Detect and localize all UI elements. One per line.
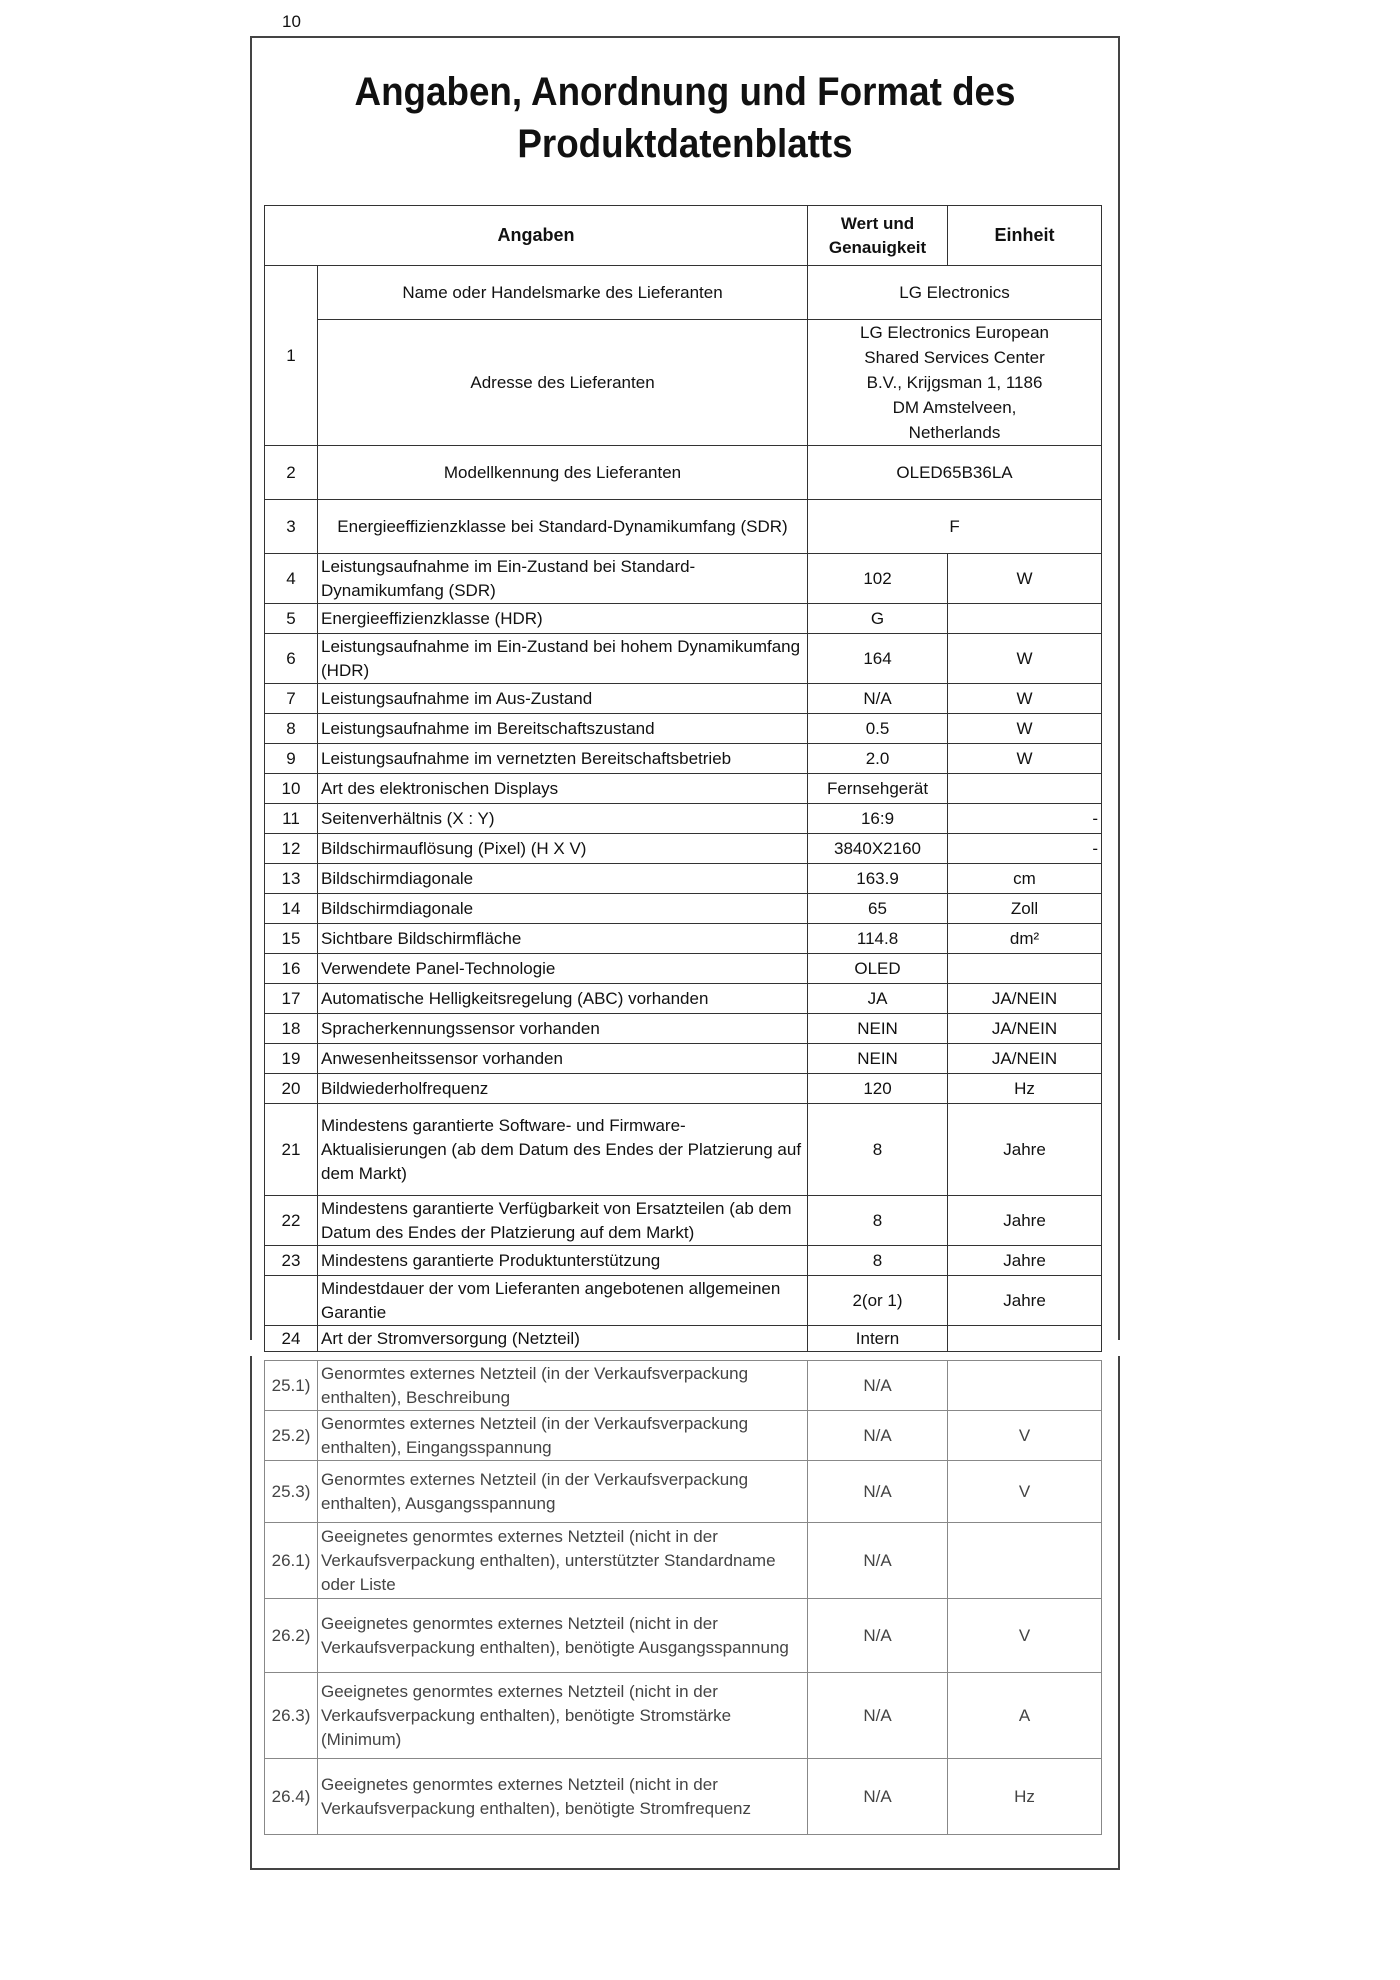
row-unit <box>948 1326 1102 1352</box>
table-row <box>265 1361 1102 1411</box>
row-label: Leistungsaufnahme im Ein-Zustand bei Standard-Dynamikumfang (SDR) <box>318 554 808 604</box>
row-unit: V <box>948 1411 1102 1461</box>
row-label: Energieeffizienzklasse (HDR) <box>318 604 808 634</box>
row-number <box>265 1276 318 1326</box>
row-value: 8 <box>808 1246 948 1276</box>
row-number: 17 <box>265 984 318 1014</box>
row-unit: W <box>948 744 1102 774</box>
row-label: Verwendete Panel-Technologie <box>318 954 808 984</box>
power-supply-table <box>264 1360 1102 1835</box>
row-number: 19 <box>265 1044 318 1074</box>
row-label: Genormtes externes Netzteil (in der Verkaufsverpackung enthalten), Ausgangsspannung <box>318 1461 808 1523</box>
row-unit: W <box>948 634 1102 684</box>
row-label: Geeignetes genormtes externes Netzteil (nicht in der Verkaufsverpackung enthalten), benötigte Ausgangsspannung <box>318 1599 808 1673</box>
table-row <box>265 714 1102 744</box>
page-title <box>285 66 1085 170</box>
table-row <box>265 1014 1102 1044</box>
row-number: 13 <box>265 864 318 894</box>
row-number: 7 <box>265 684 318 714</box>
table-row <box>265 1326 1102 1352</box>
row-number: 25.1) <box>265 1361 318 1411</box>
row-number: 22 <box>265 1196 318 1246</box>
table-row <box>265 684 1102 714</box>
table-row <box>265 924 1102 954</box>
row-value: OLED65B36LA <box>808 446 1102 500</box>
row-value: 163.9 <box>808 864 948 894</box>
row-label: Geeignetes genormtes externes Netzteil (nicht in der Verkaufsverpackung enthalten), unterstützter Standardname oder Liste <box>318 1523 808 1599</box>
row-value: N/A <box>808 684 948 714</box>
table-header-row <box>265 206 1102 266</box>
row-label: Geeignetes genormtes externes Netzteil (nicht in der Verkaufsverpackung enthalten), benötigte Stromfrequenz <box>318 1759 808 1835</box>
table-row <box>265 554 1102 604</box>
table-row <box>265 954 1102 984</box>
table-row <box>265 446 1102 500</box>
row-number: 26.3) <box>265 1673 318 1759</box>
table-row <box>265 1196 1102 1246</box>
row-number: 18 <box>265 1014 318 1044</box>
row-unit: W <box>948 554 1102 604</box>
row-unit: JA/NEIN <box>948 1014 1102 1044</box>
row-number: 21 <box>265 1104 318 1196</box>
row-unit: - <box>948 804 1102 834</box>
row-number: 6 <box>265 634 318 684</box>
row-value: N/A <box>808 1673 948 1759</box>
table-row <box>265 1673 1102 1759</box>
row-value: 114.8 <box>808 924 948 954</box>
table-row <box>265 1074 1102 1104</box>
row-value: N/A <box>808 1411 948 1461</box>
row-value: 65 <box>808 894 948 924</box>
row-number: 11 <box>265 804 318 834</box>
row-label: Genormtes externes Netzteil (in der Verkaufsverpackung enthalten), Beschreibung <box>318 1361 808 1411</box>
table-row <box>265 984 1102 1014</box>
row-number: 2 <box>265 446 318 500</box>
row-unit: V <box>948 1461 1102 1523</box>
row-label: Name oder Handelsmarke des Lieferanten <box>318 266 808 320</box>
row-number: 3 <box>265 500 318 554</box>
row-value: LG Electronics European Shared Services Center B.V., Krijgsman 1, 1186 DM Amstelveen, Netherlands <box>808 320 1102 446</box>
row-label: Seitenverhältnis (X : Y) <box>318 804 808 834</box>
row-unit: cm <box>948 864 1102 894</box>
table-row <box>265 1246 1102 1276</box>
row-number: 24 <box>265 1326 318 1352</box>
table-row <box>265 1044 1102 1074</box>
row-value: Intern <box>808 1326 948 1352</box>
row-label: Bildschirmauflösung (Pixel) (H X V) <box>318 834 808 864</box>
table-row <box>265 1461 1102 1523</box>
row-unit: W <box>948 684 1102 714</box>
product-data-table <box>264 205 1102 1352</box>
row-unit: A <box>948 1673 1102 1759</box>
row-label: Modellkennung des Lieferanten <box>318 446 808 500</box>
row-unit: - <box>948 834 1102 864</box>
row-unit: V <box>948 1599 1102 1673</box>
row-value: 8 <box>808 1104 948 1196</box>
row-value: 164 <box>808 634 948 684</box>
title-line-2: Produktdatenblatts <box>517 122 853 166</box>
row-unit: W <box>948 714 1102 744</box>
row-number: 26.4) <box>265 1759 318 1835</box>
table-row <box>265 266 1102 320</box>
table-row <box>265 604 1102 634</box>
row-value: 2(or 1) <box>808 1276 948 1326</box>
table-row <box>265 834 1102 864</box>
row-label: Geeignetes genormtes externes Netzteil (nicht in der Verkaufsverpackung enthalten), benötigte Stromstärke (Minimum) <box>318 1673 808 1759</box>
row-label: Art der Stromversorgung (Netzteil) <box>318 1326 808 1352</box>
row-number: 25.2) <box>265 1411 318 1461</box>
row-label: Genormtes externes Netzteil (in der Verkaufsverpackung enthalten), Eingangsspannung <box>318 1411 808 1461</box>
table-row <box>265 320 1102 446</box>
row-label: Leistungsaufnahme im Ein-Zustand bei hohem Dynamikumfang (HDR) <box>318 634 808 684</box>
row-label: Energieeffizienzklasse bei Standard-Dynamikumfang (SDR) <box>318 500 808 554</box>
row-value: 0.5 <box>808 714 948 744</box>
table-row <box>265 744 1102 774</box>
row-value: F <box>808 500 1102 554</box>
row-number: 10 <box>265 774 318 804</box>
row-value: 8 <box>808 1196 948 1246</box>
row-number: 9 <box>265 744 318 774</box>
row-label: Mindestens garantierte Software- und Firmware-Aktualisierungen (ab dem Datum des Endes der Platzierung auf dem Markt) <box>318 1104 808 1196</box>
row-value: N/A <box>808 1361 948 1411</box>
row-unit: Hz <box>948 1074 1102 1104</box>
table-row <box>265 774 1102 804</box>
table-row <box>265 1104 1102 1196</box>
table-row <box>265 1523 1102 1599</box>
row-label: Automatische Helligkeitsregelung (ABC) vorhanden <box>318 984 808 1014</box>
row-value: 16:9 <box>808 804 948 834</box>
row-unit: Jahre <box>948 1104 1102 1196</box>
row-value: G <box>808 604 948 634</box>
row-number: 25.3) <box>265 1461 318 1523</box>
row-unit: Jahre <box>948 1196 1102 1246</box>
row-label: Bildschirmdiagonale <box>318 894 808 924</box>
row-number: 15 <box>265 924 318 954</box>
row-number: 5 <box>265 604 318 634</box>
header-einheit: Einheit <box>948 206 1102 266</box>
row-label: Leistungsaufnahme im vernetzten Bereitschaftsbetrieb <box>318 744 808 774</box>
page-number: 10 <box>282 12 301 31</box>
table-row <box>265 500 1102 554</box>
row-value: NEIN <box>808 1014 948 1044</box>
row-value: 120 <box>808 1074 948 1104</box>
title-line-1: Angaben, Anordnung und Format des <box>354 70 1016 114</box>
row-label: Anwesenheitssensor vorhanden <box>318 1044 808 1074</box>
row-value: OLED <box>808 954 948 984</box>
row-unit: JA/NEIN <box>948 984 1102 1014</box>
row-unit <box>948 1523 1102 1599</box>
table-row <box>265 1599 1102 1673</box>
row-value: N/A <box>808 1523 948 1599</box>
row-unit: Hz <box>948 1759 1102 1835</box>
row-unit: Jahre <box>948 1246 1102 1276</box>
header-wert: Wert und Genauigkeit <box>808 206 948 266</box>
row-label: Art des elektronischen Displays <box>318 774 808 804</box>
row-value: N/A <box>808 1599 948 1673</box>
row-number: 12 <box>265 834 318 864</box>
row-label: Bildschirmdiagonale <box>318 864 808 894</box>
row-unit: Zoll <box>948 894 1102 924</box>
row-number: 1 <box>265 266 318 446</box>
row-value: Fernsehgerät <box>808 774 948 804</box>
row-value: LG Electronics <box>808 266 1102 320</box>
row-value: 2.0 <box>808 744 948 774</box>
row-number: 14 <box>265 894 318 924</box>
row-unit: dm² <box>948 924 1102 954</box>
table-row <box>265 1276 1102 1326</box>
row-value: 3840X2160 <box>808 834 948 864</box>
table-row <box>265 864 1102 894</box>
row-number: 20 <box>265 1074 318 1104</box>
table-row <box>265 634 1102 684</box>
row-unit <box>948 1361 1102 1411</box>
row-number: 26.2) <box>265 1599 318 1673</box>
row-unit <box>948 954 1102 984</box>
row-value: JA <box>808 984 948 1014</box>
row-value: 102 <box>808 554 948 604</box>
row-value: N/A <box>808 1759 948 1835</box>
table-row <box>265 894 1102 924</box>
row-number: 4 <box>265 554 318 604</box>
header-angaben: Angaben <box>265 206 808 266</box>
row-label: Mindestdauer der vom Lieferanten angebotenen allgemeinen Garantie <box>318 1276 808 1326</box>
row-number: 26.1) <box>265 1523 318 1599</box>
table-row <box>265 804 1102 834</box>
row-number: 8 <box>265 714 318 744</box>
row-number: 16 <box>265 954 318 984</box>
row-label: Bildwiederholfrequenz <box>318 1074 808 1104</box>
table-row <box>265 1411 1102 1461</box>
row-label: Leistungsaufnahme im Aus-Zustand <box>318 684 808 714</box>
row-label: Leistungsaufnahme im Bereitschaftszustand <box>318 714 808 744</box>
row-unit <box>948 604 1102 634</box>
row-value: NEIN <box>808 1044 948 1074</box>
row-label: Spracherkennungssensor vorhanden <box>318 1014 808 1044</box>
row-label: Sichtbare Bildschirmfläche <box>318 924 808 954</box>
row-value: N/A <box>808 1461 948 1523</box>
row-unit: Jahre <box>948 1276 1102 1326</box>
row-unit: JA/NEIN <box>948 1044 1102 1074</box>
row-label: Adresse des Lieferanten <box>318 320 808 446</box>
table-row <box>265 1759 1102 1835</box>
row-number: 23 <box>265 1246 318 1276</box>
row-label: Mindestens garantierte Verfügbarkeit von Ersatzteilen (ab dem Datum des Endes der Platzierung auf dem Markt) <box>318 1196 808 1246</box>
row-label: Mindestens garantierte Produktunterstützung <box>318 1246 808 1276</box>
row-unit <box>948 774 1102 804</box>
